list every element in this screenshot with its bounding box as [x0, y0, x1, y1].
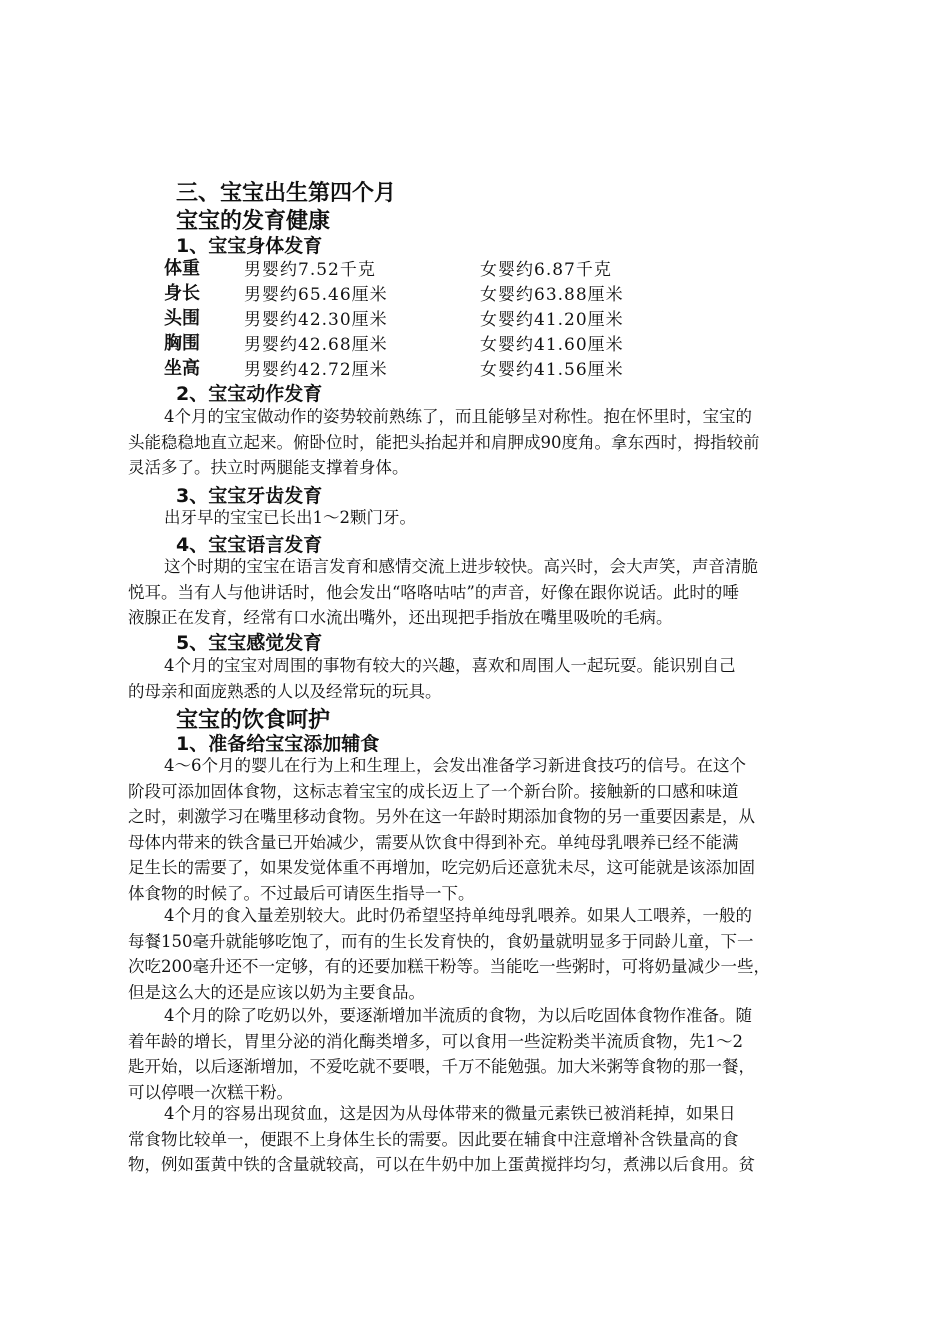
text-line: 液腺正在发育，经常有口水流出嘴外，还出现把手指放在嘴里吸吮的毛病。 [128, 608, 673, 627]
text-line: 母体内带来的铁含量已开始减少，需要从饮食中得到补充。单纯母乳喂养已经不能满 [128, 832, 739, 852]
stat-row [164, 304, 724, 329]
text-line: 阶段可添加固体食物，这标志着宝宝的成长迈上了一个新台阶。接触新的口感和味道 [128, 781, 739, 801]
stat-girl: 女婴约41.56厘米 [480, 360, 624, 380]
chapter-title: 三、宝宝出生第四个月 [176, 181, 397, 206]
part-title-development: 宝宝的发育健康 [176, 209, 331, 234]
text-line: 匙开始，以后逐渐增加，不爱吃就不要喂，千万不能勉强。加大米粥等食物的那一餐， [128, 1057, 755, 1076]
stat-label: 胸围 [164, 333, 200, 354]
paragraph-language [128, 554, 842, 631]
text-line: 4个月的除了吃奶以外，要逐渐增加半流质的食物，为以后吃固体食物作准备。随 [164, 1006, 752, 1025]
section-heading-language: 4、宝宝语言发育 [176, 534, 323, 556]
stat-boy: 男婴约7.52千克 [244, 260, 376, 280]
text-line: 悦耳。当有人与他讲话时，他会发出“咯咯咕咕”的声音，好像在跟你说话。此时的唾 [128, 582, 739, 602]
stat-girl: 女婴约41.60厘米 [480, 335, 624, 355]
paragraph-solid-food-1 [128, 753, 842, 906]
text-line: 4个月的宝宝对周围的事物有较大的兴趣，喜欢和周围人一起玩耍。能识别自己 [164, 656, 736, 675]
stat-boy: 男婴约42.68厘米 [244, 335, 388, 355]
text-line: 之时，刺激学习在嘴里移动食物。另外在这一年龄时期添加食物的另一重要因素是，从 [128, 807, 755, 826]
text-line: 着年龄的增长，胃里分泌的消化酶类增多，可以食用一些淀粉类半流质食物，先1～2 [128, 1031, 743, 1051]
text-line: 头能稳稳地直立起来。俯卧位时，能把头抬起并和肩胛成90度角。拿东西时，拇指较前 [128, 432, 760, 452]
section-heading-body: 1、宝宝身体发育 [176, 235, 323, 257]
growth-stats-table [164, 254, 724, 379]
stat-label: 体重 [164, 258, 200, 279]
stat-label: 身长 [164, 283, 200, 304]
stat-row [164, 254, 724, 279]
text-line: 的母亲和面庞熟悉的人以及经常玩的玩具。 [128, 681, 442, 701]
stat-label: 坐高 [164, 358, 200, 379]
text-line: 足生长的需要了，如果发觉体重不再增加，吃完奶后还意犹未尽，这可能就是该添加固 [128, 858, 755, 877]
text-line: 但是这么大的还是应该以奶为主要食品。 [128, 982, 425, 1002]
text-line: 每餐150毫升就能够吃饱了，而有的生长发育快的，食奶量就明显多于同龄儿童，下一 [128, 931, 754, 951]
stat-label: 头围 [164, 308, 200, 329]
stat-boy: 男婴约65.46厘米 [244, 285, 388, 305]
text-line: 4个月的食入量差别较大。此时仍希望坚持单纯母乳喂养。如果人工喂养，一般的 [164, 906, 752, 925]
text-line: 物，例如蛋黄中铁的含量就较高，可以在牛奶中加上蛋黄搅拌均匀，煮沸以后食用。贫 [128, 1155, 755, 1174]
stat-boy: 男婴约42.30厘米 [244, 310, 388, 330]
paragraph-solid-food-4 [128, 1101, 842, 1178]
text-line: 4个月的容易出现贫血，这是因为从母体带来的微量元素铁已被消耗掉，如果日 [164, 1104, 736, 1123]
section-heading-motor: 2、宝宝动作发育 [176, 383, 323, 405]
text-line: 4～6个月的婴儿在行为上和生理上，会发出准备学习新进食技巧的信号。在这个 [164, 756, 746, 775]
text-line: 常食物比较单一，便跟不上身体生长的需要。因此要在辅食中注意增补含铁量高的食 [128, 1129, 739, 1149]
part-title-feeding: 宝宝的饮食呵护 [176, 708, 331, 733]
paragraph-motor [128, 404, 842, 481]
text-line: 这个时期的宝宝在语言发育和感情交流上进步较快。高兴时，会大声笑，声音清脆 [164, 557, 758, 576]
stat-girl: 女婴约6.87千克 [480, 260, 612, 280]
paragraph-solid-food-2 [128, 903, 842, 1005]
text-line: 可以停喂一次糕干粉。 [128, 1082, 293, 1102]
text-line: 次吃200毫升还不一定够，有的还要加糕干粉等。当能吃一些粥时，可将奶量减少一些， [128, 957, 770, 976]
text-line: 灵活多了。扶立时两腿能支撑着身体。 [128, 458, 409, 477]
section-heading-solid-food: 1、准备给宝宝添加辅食 [176, 733, 380, 755]
stat-girl: 女婴约41.20厘米 [480, 310, 624, 330]
stat-row [164, 329, 724, 354]
stat-boy: 男婴约42.72厘米 [244, 360, 388, 380]
paragraph-senses [128, 653, 842, 704]
stat-girl: 女婴约63.88厘米 [480, 285, 624, 305]
paragraph-teeth [128, 505, 842, 531]
section-heading-senses: 5、宝宝感觉发育 [176, 632, 323, 654]
paragraph-solid-food-3 [128, 1003, 842, 1105]
text-line: 4个月的宝宝做动作的姿势较前熟练了，而且能够呈对称性。抱在怀里时，宝宝的 [164, 407, 752, 426]
text-line: 体食物的时候了。不过最后可请医生指导一下。 [128, 883, 475, 903]
section-heading-teeth: 3、宝宝牙齿发育 [176, 485, 323, 507]
text-line: 出牙早的宝宝已长出1～2颗门牙。 [164, 508, 416, 527]
stat-row [164, 279, 724, 304]
stat-row [164, 354, 724, 379]
